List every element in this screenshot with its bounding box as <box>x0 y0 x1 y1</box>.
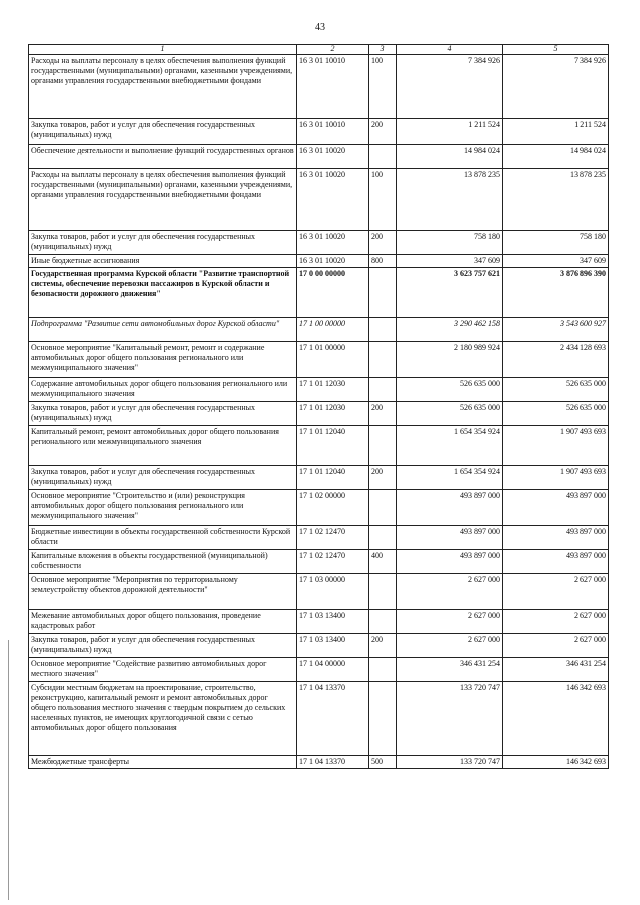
row-amount-2: 3 543 600 927 <box>503 318 609 342</box>
row-code: 17 1 04 13370 <box>297 682 369 756</box>
table-body <box>29 55 609 769</box>
row-name: Основное мероприятие "Содействие развитию автомобильных дорог местного значения" <box>29 658 297 682</box>
row-expense-type: 800 <box>369 255 397 268</box>
margin-rule <box>8 640 9 900</box>
row-expense-type: 200 <box>369 634 397 658</box>
row-name: Межбюджетные трансферты <box>29 756 297 769</box>
row-amount-1: 1 654 354 924 <box>397 466 503 490</box>
row-amount-1: 3 290 462 158 <box>397 318 503 342</box>
row-amount-2: 1 907 493 693 <box>503 466 609 490</box>
row-expense-type: 100 <box>369 55 397 119</box>
table-row <box>29 342 609 378</box>
row-amount-1: 493 897 000 <box>397 526 503 550</box>
row-amount-2: 2 627 000 <box>503 574 609 610</box>
row-name: Бюджетные инвестиции в объекты государственной собственности Курской области <box>29 526 297 550</box>
row-amount-1: 493 897 000 <box>397 490 503 526</box>
row-expense-type <box>369 526 397 550</box>
header-col-1: 1 <box>29 45 297 55</box>
row-code: 17 1 01 00000 <box>297 342 369 378</box>
table-row <box>29 402 609 426</box>
row-code: 16 3 01 10020 <box>297 169 369 231</box>
row-amount-2: 7 384 926 <box>503 55 609 119</box>
table-row <box>29 378 609 402</box>
row-amount-1: 3 623 757 621 <box>397 268 503 318</box>
row-amount-1: 526 635 000 <box>397 378 503 402</box>
table-row <box>29 466 609 490</box>
row-code: 17 1 01 12030 <box>297 402 369 426</box>
table-row <box>29 634 609 658</box>
row-code: 17 1 03 13400 <box>297 610 369 634</box>
row-code: 17 1 01 12040 <box>297 426 369 466</box>
row-expense-type <box>369 268 397 318</box>
row-name: Основное мероприятие "Капитальный ремонт, ремонт и содержание автомобильных дорог общего пользования регионального или межмуниципального значения" <box>29 342 297 378</box>
row-code: 17 0 00 00000 <box>297 268 369 318</box>
row-expense-type: 100 <box>369 169 397 231</box>
row-amount-1: 13 878 235 <box>397 169 503 231</box>
table-row <box>29 610 609 634</box>
row-code: 17 1 02 12470 <box>297 526 369 550</box>
row-expense-type <box>369 318 397 342</box>
row-amount-2: 2 434 128 693 <box>503 342 609 378</box>
table-row <box>29 169 609 231</box>
table-row <box>29 255 609 268</box>
row-amount-1: 526 635 000 <box>397 402 503 426</box>
row-name: Обеспечение деятельности и выполнение функций государственных органов <box>29 145 297 169</box>
table-row <box>29 231 609 255</box>
row-expense-type <box>369 426 397 466</box>
table-row <box>29 55 609 119</box>
row-expense-type: 200 <box>369 466 397 490</box>
header-col-2: 2 <box>297 45 369 55</box>
header-col-5: 5 <box>503 45 609 55</box>
row-name: Закупка товаров, работ и услуг для обеспечения государственных (муниципальных) нужд <box>29 119 297 145</box>
table-header-row <box>29 45 609 55</box>
page-number: 43 <box>315 22 325 33</box>
row-amount-2: 493 897 000 <box>503 550 609 574</box>
budget-table <box>28 44 609 769</box>
row-code: 17 1 04 13370 <box>297 756 369 769</box>
row-name: Капитальный ремонт, ремонт автомобильных дорог общего пользования регионального или межмуниципального значения <box>29 426 297 466</box>
row-expense-type <box>369 490 397 526</box>
row-amount-1: 14 984 024 <box>397 145 503 169</box>
table-row <box>29 658 609 682</box>
row-name: Капитальные вложения в объекты государственной (муниципальной) собственности <box>29 550 297 574</box>
row-amount-1: 1 211 524 <box>397 119 503 145</box>
row-expense-type: 500 <box>369 756 397 769</box>
row-name: Расходы на выплаты персоналу в целях обеспечения выполнения функций государственными (муниципальными) органами, казенными учреждениями, органами управления государственными внебюджетными фондами <box>29 55 297 119</box>
row-amount-2: 526 635 000 <box>503 378 609 402</box>
row-expense-type: 200 <box>369 119 397 145</box>
header-col-3: 3 <box>369 45 397 55</box>
row-code: 17 1 02 12470 <box>297 550 369 574</box>
table-row <box>29 490 609 526</box>
row-amount-2: 2 627 000 <box>503 634 609 658</box>
row-amount-1: 493 897 000 <box>397 550 503 574</box>
table-row <box>29 268 609 318</box>
table-row <box>29 526 609 550</box>
row-amount-2: 493 897 000 <box>503 490 609 526</box>
row-name: Государственная программа Курской области "Развитие транспортной системы, обеспечение перевозки пассажиров в Курской области и безопасности дорожного движения" <box>29 268 297 318</box>
table-row <box>29 550 609 574</box>
row-code: 17 1 02 00000 <box>297 490 369 526</box>
row-name: Закупка товаров, работ и услуг для обеспечения государственных (муниципальных) нужд <box>29 402 297 426</box>
table-row <box>29 119 609 145</box>
row-amount-2: 3 876 896 390 <box>503 268 609 318</box>
row-amount-1: 347 609 <box>397 255 503 268</box>
row-amount-2: 493 897 000 <box>503 526 609 550</box>
row-amount-1: 133 720 747 <box>397 682 503 756</box>
row-name: Подпрограмма "Развитие сети автомобильных дорог Курской области" <box>29 318 297 342</box>
row-amount-1: 133 720 747 <box>397 756 503 769</box>
row-expense-type <box>369 342 397 378</box>
row-expense-type <box>369 145 397 169</box>
row-expense-type <box>369 658 397 682</box>
row-code: 16 3 01 10020 <box>297 145 369 169</box>
row-code: 17 1 03 13400 <box>297 634 369 658</box>
row-code: 17 1 04 00000 <box>297 658 369 682</box>
row-amount-2: 758 180 <box>503 231 609 255</box>
row-name: Закупка товаров, работ и услуг для обеспечения государственных (муниципальных) нужд <box>29 231 297 255</box>
header-col-4: 4 <box>397 45 503 55</box>
row-amount-2: 1 211 524 <box>503 119 609 145</box>
row-amount-2: 146 342 693 <box>503 756 609 769</box>
row-name: Закупка товаров, работ и услуг для обеспечения государственных (муниципальных) нужд <box>29 634 297 658</box>
row-name: Содержание автомобильных дорог общего пользования регионального или межмуниципального значения <box>29 378 297 402</box>
row-code: 17 1 01 12040 <box>297 466 369 490</box>
table-row <box>29 145 609 169</box>
row-amount-2: 13 878 235 <box>503 169 609 231</box>
row-amount-1: 2 627 000 <box>397 610 503 634</box>
row-amount-2: 14 984 024 <box>503 145 609 169</box>
row-amount-1: 7 384 926 <box>397 55 503 119</box>
row-code: 16 3 01 10020 <box>297 231 369 255</box>
row-name: Основное мероприятие "Строительство и (или) реконструкция автомобильных дорог общего пользования регионального или межмуниципального значения" <box>29 490 297 526</box>
row-amount-2: 346 431 254 <box>503 658 609 682</box>
row-expense-type <box>369 682 397 756</box>
row-amount-1: 1 654 354 924 <box>397 426 503 466</box>
row-name: Расходы на выплаты персоналу в целях обеспечения выполнения функций государственными (муниципальными) органами, казенными учреждениями, органами управления государственными внебюджетными фондами <box>29 169 297 231</box>
table-row <box>29 682 609 756</box>
table-row <box>29 574 609 610</box>
table-row <box>29 318 609 342</box>
row-expense-type: 200 <box>369 402 397 426</box>
row-expense-type: 200 <box>369 231 397 255</box>
row-expense-type <box>369 610 397 634</box>
table-row <box>29 426 609 466</box>
row-code: 17 1 01 12030 <box>297 378 369 402</box>
row-code: 16 3 01 10010 <box>297 119 369 145</box>
row-name: Иные бюджетные ассигнования <box>29 255 297 268</box>
row-amount-2: 146 342 693 <box>503 682 609 756</box>
row-name: Субсидии местным бюджетам на проектирование, строительство, реконструкцию, капитальный ремонт и ремонт автомобильных дорог общего пользования местного значения с твердым покрытием до сельских населенных пунктов, не имеющих круглогодичной связи с сетью автомобильных дорог общего пользования <box>29 682 297 756</box>
row-expense-type <box>369 574 397 610</box>
row-expense-type <box>369 378 397 402</box>
row-name: Основное мероприятие "Мероприятия по территориальному землеустройству объектов дорожной деятельности" <box>29 574 297 610</box>
row-code: 17 1 00 00000 <box>297 318 369 342</box>
row-amount-1: 346 431 254 <box>397 658 503 682</box>
table-row <box>29 756 609 769</box>
row-amount-2: 347 609 <box>503 255 609 268</box>
row-expense-type: 400 <box>369 550 397 574</box>
row-amount-2: 2 627 000 <box>503 610 609 634</box>
row-amount-1: 2 180 989 924 <box>397 342 503 378</box>
row-code: 17 1 03 00000 <box>297 574 369 610</box>
row-amount-2: 1 907 493 693 <box>503 426 609 466</box>
row-code: 16 3 01 10010 <box>297 55 369 119</box>
row-amount-1: 2 627 000 <box>397 574 503 610</box>
row-amount-1: 2 627 000 <box>397 634 503 658</box>
row-code: 16 3 01 10020 <box>297 255 369 268</box>
row-name: Межевание автомобильных дорог общего пользования, проведение кадастровых работ <box>29 610 297 634</box>
row-name: Закупка товаров, работ и услуг для обеспечения государственных (муниципальных) нужд <box>29 466 297 490</box>
row-amount-2: 526 635 000 <box>503 402 609 426</box>
row-amount-1: 758 180 <box>397 231 503 255</box>
